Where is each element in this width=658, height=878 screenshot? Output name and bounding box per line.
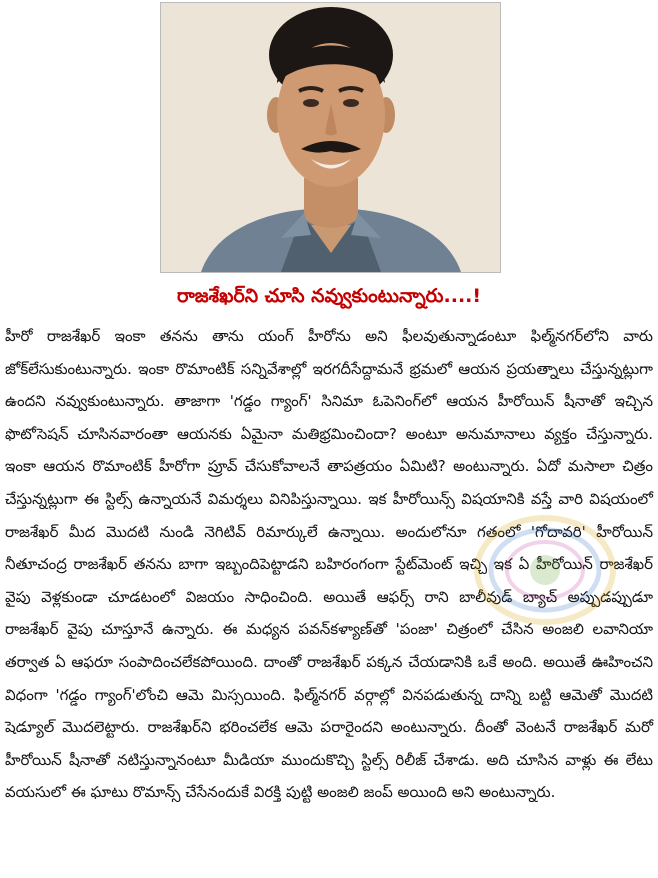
portrait-illustration [161,3,500,272]
article-headline: రాజశేఖర్‌ని చూసి నవ్వుకుంటున్నారు....! [176,285,482,307]
article-body: హీరో రాజశేఖర్ ఇంకా తనను తాను యంగ్ హీరోను అని ఫీలవుతున్నాడంటూ ఫిల్మ్‌నగర్‌లోని వారు జోక్‌లేసుకుంటున్నారు. ఇంకా రొమాంటిక్ సన్నివేశాల్లో ఇరగదీసేద్దామనే భ్రమలో ఆయన ప్రయత్నాలు చేస్తున్నట్లుగా ఉందని నవ్వుకుంటున్నారు. తాజాగా 'గడ్డం గ్యాంగ్' సినిమా ఓపెనింగ్‌లో ఆయన హీరోయిన్ షీనాతో ఇచ్చిన ఫొటోసెషన్ చూసినవారంతా ఆయనకు ఏమైనా మతిభ్రమించిందా? అంటూ అనుమానాలు వ్యక్తం చేస్తున్నారు. ఇంకా ఆయన రొమాంటిక్ హీరోగా ప్రూవ్ చేసుకోవాలనే తాపత్రయం ఏమిటి? అంటున్నారు. ఏదో మసాలా చిత్రం చేస్తున్నట్లుగా ఈ స్టిల్స్ ఉన్నాయనే విమర్శలు వినిపిస్తున్నాయి. ఇక హీరోయిన్స్ విషయానికి వస్తే వారి విషయంలో రాజశేఖర్ మీద మొదటి నుండి నెగిటివ్ రిమార్కులే ఉన్నాయి. అందులోనూ గతంలో 'గోదావరి' హీరోయిన్ నీతూచంద్ర రాజశేఖర్ తనను బాగా ఇబ్బందిపెట్టాడని బహిరంగంగా స్టేట్‌మెంట్ ఇచ్చి ఇక ఏ హీరోయిన్ రాజశేఖర్ వైపు వెళ్లకుండా చూడటంలో విజయం సాధించింది. అయితే ఆఫర్స్ రాని బాలీవుడ్ బ్యాచ్ అప్పుడప్పుడూ రాజశేఖర్ వైపు చూస్తూనే ఉన్నారు. ఈ మధ్యన పవన్‌కళ్యాణ్‌తో 'పంజా' చిత్రంలో చేసిన అంజలి లవానియా తర్వాత ఏ ఆఫరూ సంపాదించలేకపోయింది. దాంతో రాజశేఖర్ పక్కన చేయడానికి ఒకే అంది. అయితే ఊహించని విధంగా 'గడ్డం గ్యాంగ్'లోంచి ఆమె మిస్సయింది. ఫిల్మ్‌నగర్ వర్గాల్లో వినపడుతున్న దాన్ని బట్టి ఆమెతో మొదటి షెడ్యూల్ మొదలెట్టారు. రాజశేఖర్‌ని భరించలేక ఆమె పరారైందని అంటున్నారు. దీంతో వెంటనే రాజశేఖర్ మరో హీరోయిన్ షీనాతో నటిస్తున్నానంటూ మీడియా ముందుకొచ్చి స్టిల్స్ రిలీజ్ చేశాడు. అది చూసిన వాళ్లు ఈ లేటు వయసులో ఈ ఘాటు రొమాన్స్ చేసేనందుకే విరక్తి పుట్టి అంజలి జంప్ అయింది అని అంటున్నారు. [5,327,653,802]
article-photo [160,2,501,273]
